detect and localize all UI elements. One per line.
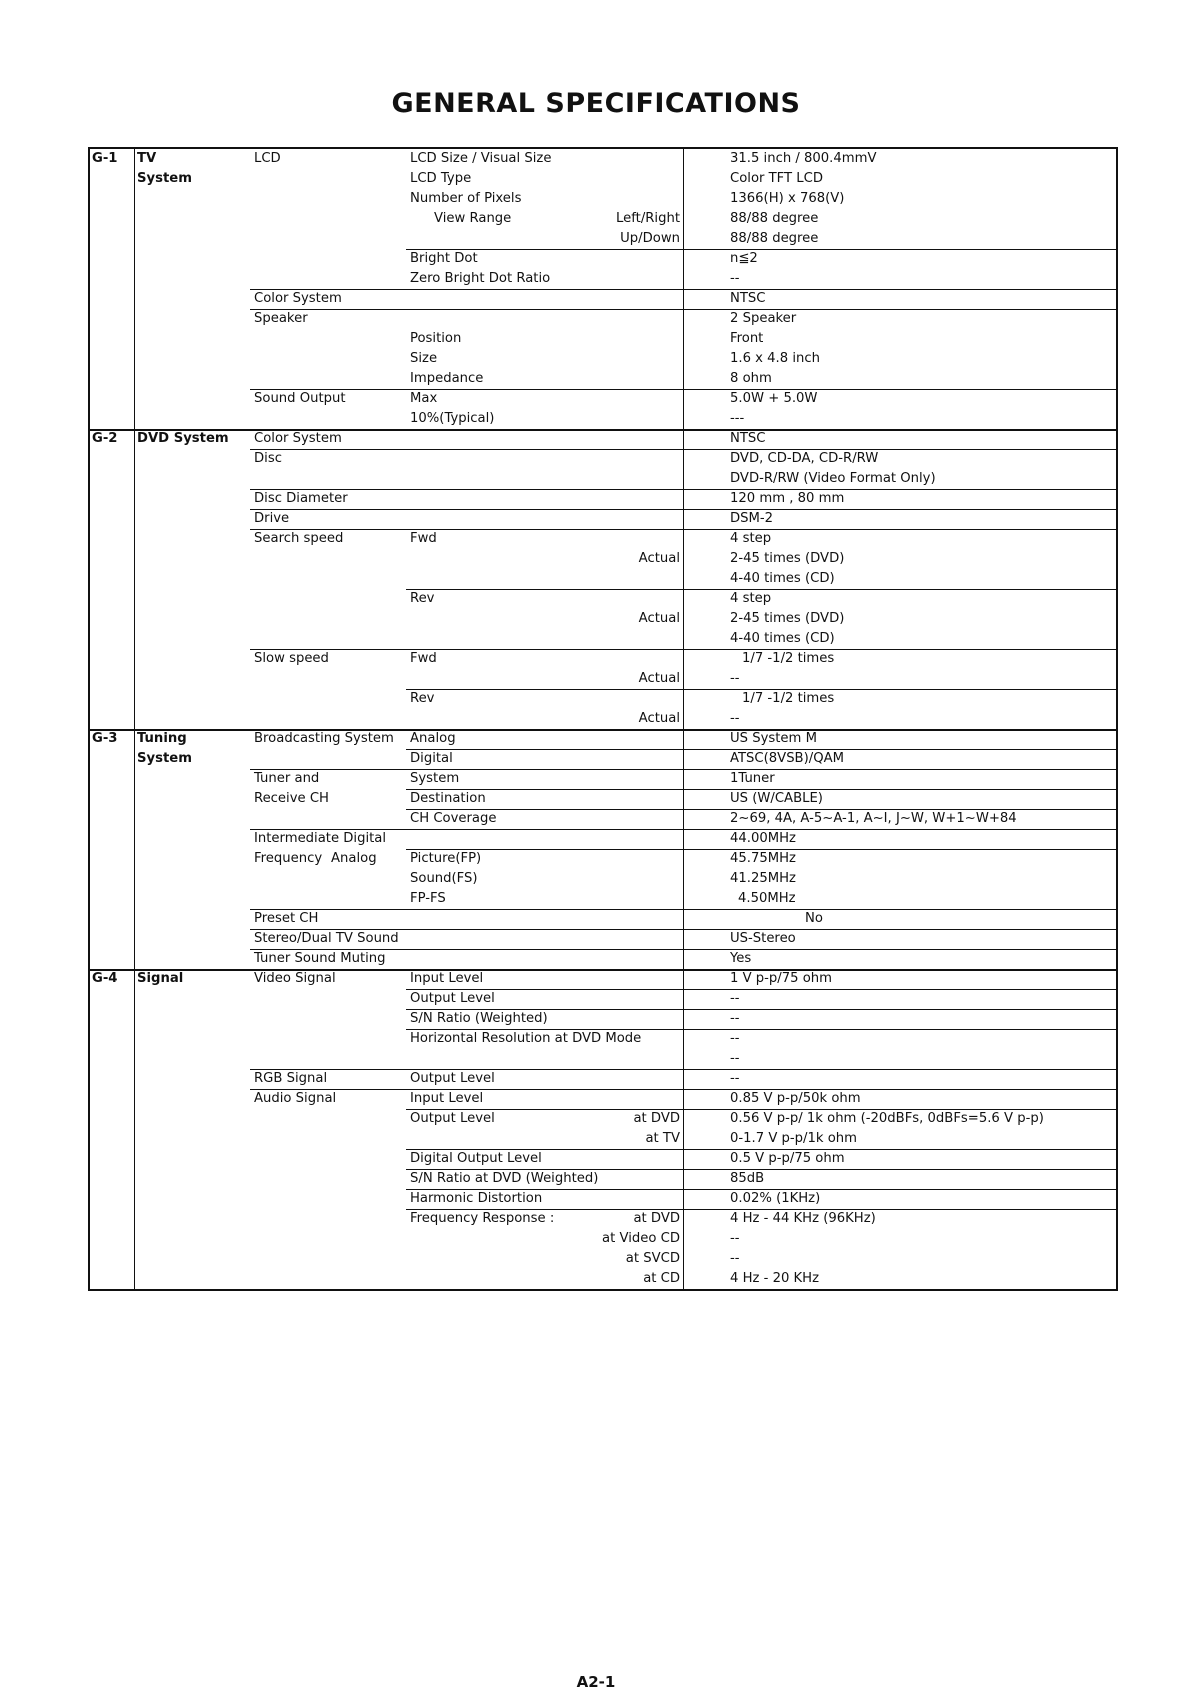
spec-value: 88/88 degree bbox=[730, 211, 819, 226]
spec-sub-label: at CD bbox=[643, 1271, 680, 1286]
spec-item: Preset CH bbox=[254, 911, 319, 926]
spec-detail: Number of Pixels bbox=[410, 191, 522, 206]
spec-value: NTSC bbox=[730, 291, 766, 306]
spec-sub-label: Left/Right bbox=[616, 211, 680, 226]
spec-item: Tuner and bbox=[254, 771, 320, 786]
row-divider bbox=[250, 489, 1118, 490]
spec-value: No bbox=[805, 911, 823, 926]
section-name: TV bbox=[137, 151, 157, 166]
page-title: GENERAL SPECIFICATIONS bbox=[391, 88, 801, 119]
row-divider bbox=[406, 989, 1118, 990]
spec-detail: Input Level bbox=[410, 1091, 484, 1106]
spec-detail: S/N Ratio (Weighted) bbox=[410, 1011, 548, 1026]
spec-detail: Input Level bbox=[410, 971, 484, 986]
section-name: DVD System bbox=[137, 431, 229, 446]
spec-detail: Output Level bbox=[410, 1071, 495, 1086]
spec-value: US-Stereo bbox=[730, 931, 796, 946]
spec-sub-label: Actual bbox=[638, 671, 680, 686]
spec-detail: S/N Ratio at DVD (Weighted) bbox=[410, 1171, 599, 1186]
spec-sub-label: at TV bbox=[645, 1131, 680, 1146]
spec-detail: Picture(FP) bbox=[410, 851, 482, 866]
spec-value: 1/7 -1/2 times bbox=[742, 651, 835, 666]
spec-value: 4 Hz - 20 KHz bbox=[730, 1271, 820, 1286]
spec-value: Color TFT LCD bbox=[730, 171, 823, 186]
spec-value: -- bbox=[730, 1011, 740, 1026]
spec-value: 5.0W + 5.0W bbox=[730, 391, 818, 406]
spec-detail: Sound(FS) bbox=[410, 871, 478, 886]
spec-detail: Rev bbox=[410, 591, 435, 606]
spec-detail: View Range bbox=[434, 211, 512, 226]
spec-value: 4-40 times (CD) bbox=[730, 631, 835, 646]
row-divider bbox=[250, 1069, 1118, 1070]
spec-sub-label: Up/Down bbox=[620, 231, 680, 246]
spec-item-sub: Analog bbox=[331, 851, 377, 866]
spec-detail: System bbox=[410, 771, 460, 786]
spec-item: Search speed bbox=[254, 531, 344, 546]
spec-value: 31.5 inch / 800.4mmV bbox=[730, 151, 877, 166]
spec-item: Stereo/Dual TV Sound bbox=[254, 931, 399, 946]
spec-value: n≦2 bbox=[730, 251, 758, 266]
spec-value: 4.50MHz bbox=[738, 891, 796, 906]
row-divider bbox=[250, 449, 1118, 450]
spec-value: 1.6 x 4.8 inch bbox=[730, 351, 820, 366]
spec-item: Disc bbox=[254, 451, 282, 466]
spec-value: 44.00MHz bbox=[730, 831, 796, 846]
spec-value: 0.5 V p-p/75 ohm bbox=[730, 1151, 845, 1166]
spec-value: 1 V p-p/75 ohm bbox=[730, 971, 832, 986]
spec-detail: LCD Type bbox=[410, 171, 472, 186]
spec-value: 41.25MHz bbox=[730, 871, 796, 886]
spec-value: -- bbox=[730, 1251, 740, 1266]
spec-detail: Harmonic Distortion bbox=[410, 1191, 543, 1206]
spec-item: RGB Signal bbox=[254, 1071, 328, 1086]
section-name: Signal bbox=[137, 971, 184, 986]
spec-item: Receive CH bbox=[254, 791, 329, 806]
spec-detail: CH Coverage bbox=[410, 811, 497, 826]
spec-detail: Horizontal Resolution at DVD Mode bbox=[410, 1031, 642, 1046]
spec-value: NTSC bbox=[730, 431, 766, 446]
section-name: System bbox=[137, 751, 192, 766]
spec-detail: Digital bbox=[410, 751, 453, 766]
spec-detail: LCD Size / Visual Size bbox=[410, 151, 552, 166]
row-divider bbox=[250, 309, 1118, 310]
spec-item: LCD bbox=[254, 151, 281, 166]
spec-value: 0-1.7 V p-p/1k ohm bbox=[730, 1131, 857, 1146]
spec-value: 0.02% (1KHz) bbox=[730, 1191, 821, 1206]
row-divider bbox=[250, 649, 1118, 650]
section-code: G-4 bbox=[92, 971, 118, 986]
spec-value: 8 ohm bbox=[730, 371, 772, 386]
spec-value: DVD-R/RW (Video Format Only) bbox=[730, 471, 936, 486]
spec-value: 120 mm , 80 mm bbox=[730, 491, 845, 506]
spec-value: -- bbox=[730, 1071, 740, 1086]
spec-detail: Rev bbox=[410, 691, 435, 706]
spec-item: Speaker bbox=[254, 311, 308, 326]
spec-value: 0.85 V p-p/50k ohm bbox=[730, 1091, 861, 1106]
section-name: Tuning bbox=[137, 731, 187, 746]
spec-detail: Position bbox=[410, 331, 462, 346]
section-divider bbox=[90, 429, 1118, 431]
spec-value: --- bbox=[730, 411, 745, 426]
spec-sub-label: Actual bbox=[638, 711, 680, 726]
row-divider bbox=[250, 289, 1118, 290]
spec-value: Yes bbox=[730, 951, 752, 966]
spec-value: 85dB bbox=[730, 1171, 765, 1186]
spec-item: Sound Output bbox=[254, 391, 346, 406]
spec-value: 4 step bbox=[730, 591, 772, 606]
section-code: G-3 bbox=[92, 731, 118, 746]
spec-value: 2-45 times (DVD) bbox=[730, 551, 845, 566]
spec-value: -- bbox=[730, 991, 740, 1006]
spec-value: -- bbox=[730, 271, 740, 286]
spec-item: Color System bbox=[254, 291, 342, 306]
spec-value: -- bbox=[730, 1231, 740, 1246]
spec-value: 0.56 V p-p/ 1k ohm (-20dBFs, 0dBFs=5.6 V p-p) bbox=[730, 1111, 1044, 1126]
spec-detail: Output Level bbox=[410, 1111, 495, 1126]
spec-value: 88/88 degree bbox=[730, 231, 819, 246]
spec-detail: Bright Dot bbox=[410, 251, 478, 266]
spec-detail: Output Level bbox=[410, 991, 495, 1006]
spec-value: 2~69, 4A, A-5~A-1, A~I, J~W, W+1~W+84 bbox=[730, 811, 1017, 826]
section-divider bbox=[90, 969, 1118, 971]
spec-detail: Fwd bbox=[410, 531, 437, 546]
specifications-table bbox=[88, 147, 1118, 1291]
spec-item: Audio Signal bbox=[254, 1091, 337, 1106]
row-divider bbox=[250, 769, 1118, 770]
spec-item: Intermediate Digital bbox=[254, 831, 387, 846]
spec-value: US System M bbox=[730, 731, 817, 746]
spec-detail: 10%(Typical) bbox=[410, 411, 495, 426]
spec-value: 45.75MHz bbox=[730, 851, 796, 866]
spec-value: -- bbox=[730, 1031, 740, 1046]
spec-sub-label: at Video CD bbox=[602, 1231, 680, 1246]
spec-detail: Size bbox=[410, 351, 438, 366]
spec-value: 4-40 times (CD) bbox=[730, 571, 835, 586]
section-code: G-1 bbox=[92, 151, 118, 166]
spec-detail: Zero Bright Dot Ratio bbox=[410, 271, 551, 286]
spec-detail: Analog bbox=[410, 731, 456, 746]
spec-value: 1/7 -1/2 times bbox=[742, 691, 835, 706]
spec-item: Video Signal bbox=[254, 971, 336, 986]
spec-value: DVD, CD-DA, CD-R/RW bbox=[730, 451, 879, 466]
spec-sub-label: at DVD bbox=[633, 1111, 680, 1126]
row-divider bbox=[250, 1089, 1118, 1090]
spec-sub-label: at SVCD bbox=[625, 1251, 680, 1266]
value-column-divider bbox=[683, 149, 684, 1289]
spec-value: ATSC(8VSB)/QAM bbox=[730, 751, 844, 766]
page-number: A2-1 bbox=[576, 1673, 616, 1691]
spec-value: 4 step bbox=[730, 531, 772, 546]
spec-value: 4 Hz - 44 KHz (96KHz) bbox=[730, 1211, 876, 1226]
spec-item: Drive bbox=[254, 511, 290, 526]
spec-detail: Impedance bbox=[410, 371, 484, 386]
spec-item: Slow speed bbox=[254, 651, 329, 666]
spec-value: -- bbox=[730, 671, 740, 686]
spec-detail: Frequency Response : bbox=[410, 1211, 555, 1226]
row-divider bbox=[250, 509, 1118, 510]
spec-item: Broadcasting System bbox=[254, 731, 394, 746]
spec-detail: Digital Output Level bbox=[410, 1151, 542, 1166]
spec-value: 1366(H) x 768(V) bbox=[730, 191, 845, 206]
spec-value: US (W/CABLE) bbox=[730, 791, 823, 806]
spec-value: -- bbox=[730, 711, 740, 726]
spec-item: Color System bbox=[254, 431, 342, 446]
spec-value: Front bbox=[730, 331, 764, 346]
row-divider bbox=[250, 389, 1118, 390]
spec-value: DSM-2 bbox=[730, 511, 774, 526]
section-divider bbox=[90, 729, 1118, 731]
spec-sub-label: at DVD bbox=[633, 1211, 680, 1226]
spec-detail: Max bbox=[410, 391, 438, 406]
spec-sub-label: Actual bbox=[638, 551, 680, 566]
spec-value: 2-45 times (DVD) bbox=[730, 611, 845, 626]
spec-value: -- bbox=[730, 1051, 740, 1066]
spec-value: 2 Speaker bbox=[730, 311, 797, 326]
spec-item: Frequency bbox=[254, 851, 323, 866]
code-column-divider bbox=[134, 149, 135, 1289]
spec-value: 1Tuner bbox=[730, 771, 775, 786]
spec-detail: Destination bbox=[410, 791, 486, 806]
row-divider bbox=[250, 909, 1118, 910]
spec-item: Tuner Sound Muting bbox=[254, 951, 386, 966]
spec-detail: Fwd bbox=[410, 651, 437, 666]
spec-item: Disc Diameter bbox=[254, 491, 348, 506]
section-name: System bbox=[137, 171, 192, 186]
spec-sub-label: Actual bbox=[638, 611, 680, 626]
row-divider bbox=[406, 249, 1118, 250]
row-divider bbox=[250, 529, 1118, 530]
spec-detail: FP-FS bbox=[410, 891, 446, 906]
section-code: G-2 bbox=[92, 431, 118, 446]
